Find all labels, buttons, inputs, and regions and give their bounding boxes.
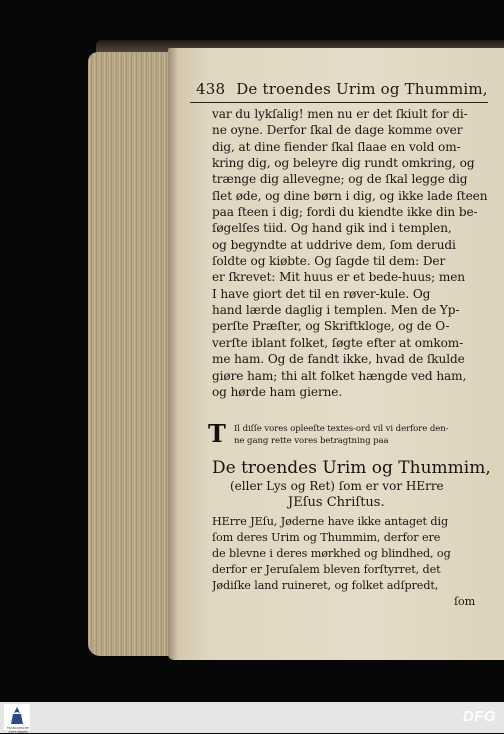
text-line: derfor er Jeruſalem bleven forſtyrret, det [212, 563, 441, 576]
note-line: ne gang rette vores betragtning paa [234, 436, 389, 446]
note-line: Il diſſe vores opleeſte textes-ord vil vi derfore den- [234, 424, 449, 434]
running-header [196, 80, 496, 102]
text-line: me ham. Og de fandt ikke, hvad de ſkulde [212, 352, 465, 367]
page-number: 438 [196, 80, 226, 98]
section-title: De troendes Urim og Thummim, [212, 458, 491, 478]
body-text [212, 106, 490, 400]
intro-note [208, 419, 492, 448]
text-line: var du lykſalig! men nu er det ſkiult for di- [212, 107, 468, 121]
text-line: kring dig, og beleyre dig rundt omkring, og [212, 156, 475, 171]
text-line: ſom deres Urim og Thummim, derfor ere [212, 531, 441, 544]
text-line: ſlet øde, og dine børn i dig, og ikke lade ſteen [212, 188, 488, 203]
text-line: dig, at dine fiender ſkal ſlaae en vold om- [212, 139, 461, 154]
text-line: ne oyne. Derfor ſkal de dage komme over [212, 123, 463, 138]
text-line: og hørde ham gierne. [212, 384, 343, 399]
viewer-footer [0, 702, 504, 733]
running-head-title: De troendes Urim og Thummim, [236, 80, 488, 98]
text-line: ſoldte og kiøbte. Og ſagde til dem: Der [212, 254, 446, 269]
drop-cap-initial: T [208, 419, 226, 448]
text-line: perſte Præſter, og Skriftkloge, og de O- [212, 319, 450, 334]
section-subtitle: (eller Lys og Ret) ſom er vor HErre [230, 479, 444, 493]
text-line: hand lærde daglig i templen. Men de Yp- [212, 303, 460, 318]
text-line: trænge dig allevegne; og de ſkal legge dig [212, 172, 468, 187]
text-line: er ſkrevet: Mit huus er et bede-huus; men [212, 270, 465, 285]
text-line: giøre ham; thi alt folket hængde ved ham, [212, 368, 467, 383]
page-edges [88, 52, 170, 656]
dfg-logo: DFG [462, 708, 496, 725]
sermon-text [212, 514, 490, 610]
header-rule [190, 102, 488, 103]
text-line: ſøgelſes tiid. Og hand gik ind i templen, [212, 221, 452, 236]
section-subtitle-end: JEſus Chriſtus. [288, 495, 385, 510]
franckesche-stiftungen-text: FRANCKESCHE STIFTUNGEN [6, 726, 30, 734]
text-line: I have giort det til en røver-kule. Og [212, 286, 431, 301]
text-line: Jødiſke land ruineret, og folket adſpredt, [212, 579, 439, 592]
text-line: paa ſteen i dig; fordi du kiendte ikke din be- [212, 205, 478, 220]
catchword: ſom [454, 595, 476, 608]
text-line: de blevne i deres mørkhed og blindhed, og [212, 547, 451, 560]
text-line: og begyndte at uddrive dem, ſom derudi [212, 237, 456, 252]
text-line: verſte iblant folket, ſøgte efter at omkom- [212, 335, 464, 350]
text-line: HErre JEſu, Jøderne have ikke antaget dig [212, 515, 449, 528]
